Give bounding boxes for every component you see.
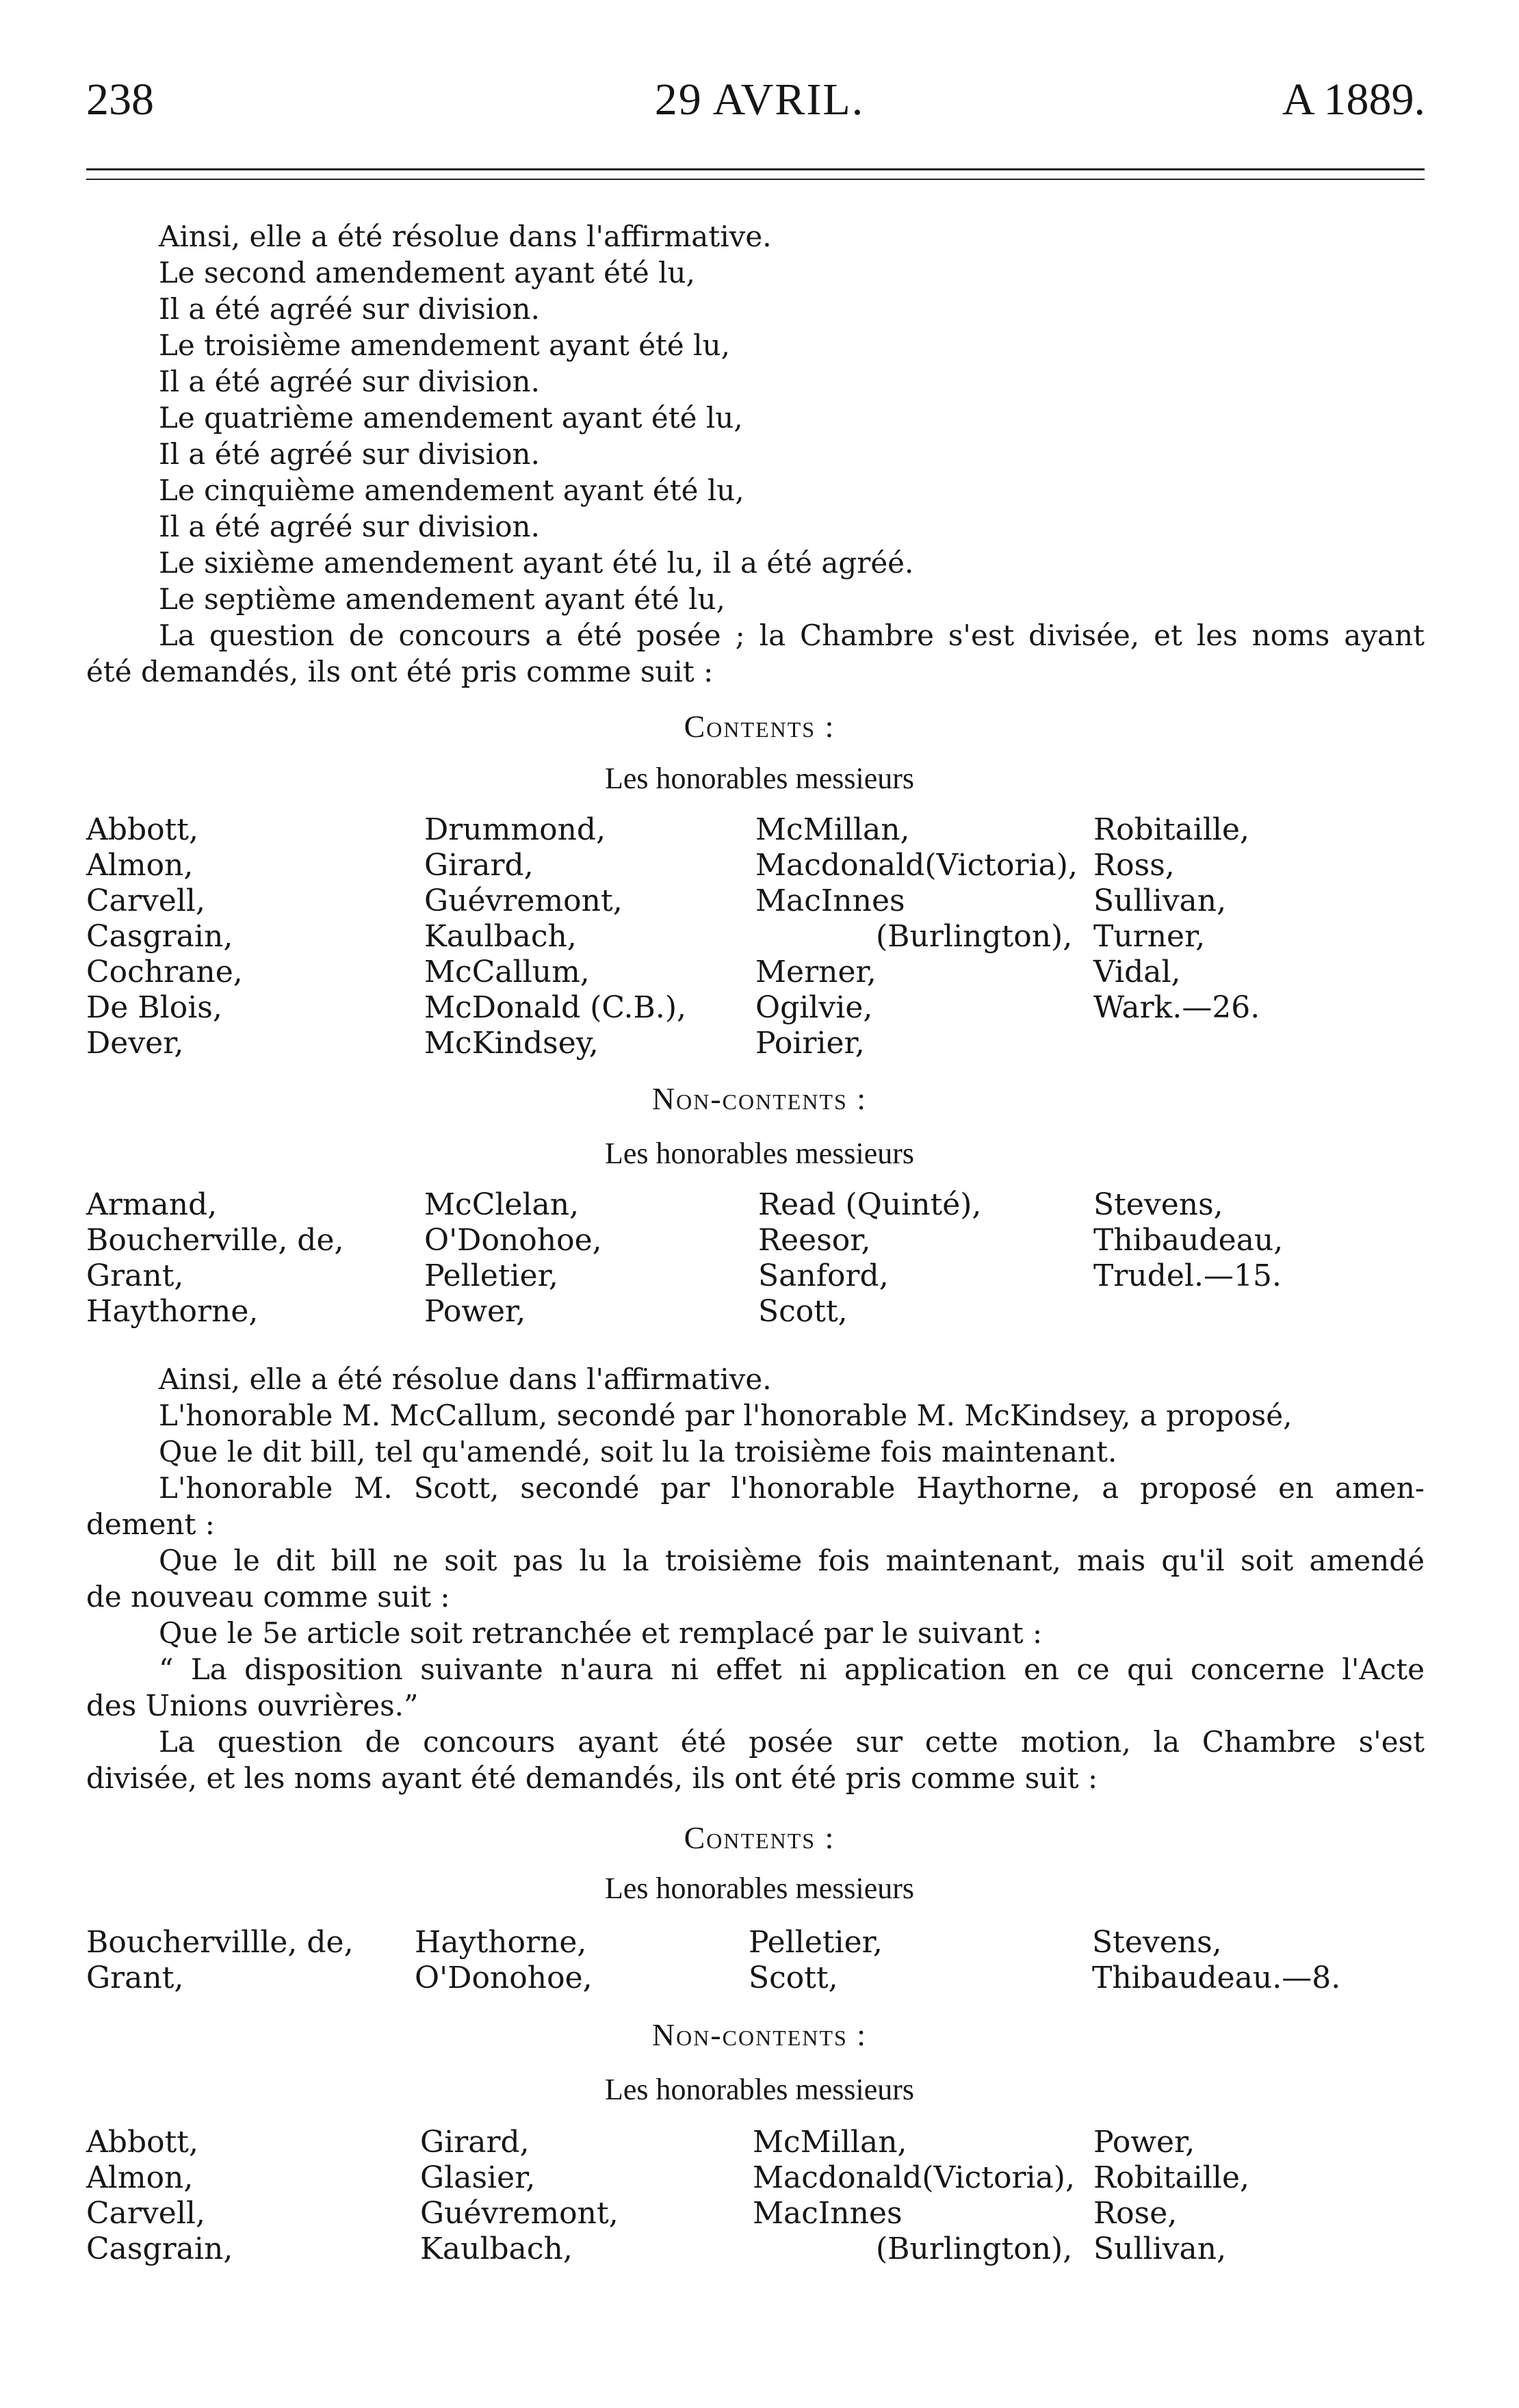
member-name: Robitaille,: [1093, 812, 1250, 847]
member-name: Girard,: [420, 2125, 530, 2160]
text-line: Le cinquième amendement ayant été lu,: [159, 474, 744, 507]
header-date: 29 AVRIL.: [654, 75, 865, 125]
page-number: 238: [86, 75, 154, 125]
running-header: [0, 74, 1519, 142]
member-name: McDonald (C.B.),: [424, 990, 686, 1025]
member-name: MacInnes: [755, 883, 905, 918]
member-name: Girard,: [424, 848, 534, 883]
member-name: Thibaudeau,: [1093, 1223, 1284, 1258]
member-name: Haythorne,: [86, 1294, 259, 1329]
text-line: Que le 5e article soit retranchée et remplacé par le suivant :: [159, 1616, 1043, 1650]
member-name: Dever,: [86, 1026, 184, 1061]
text-line: Le troisième amendement ayant été lu,: [159, 328, 730, 362]
member-name: Carvell,: [86, 2196, 205, 2231]
member-name: Sullivan,: [1093, 2231, 1227, 2266]
header-rule-bottom: [86, 179, 1425, 180]
member-name: Glasier,: [420, 2160, 536, 2195]
member-name: Sanford,: [758, 1258, 889, 1293]
noncontents-heading: Non-contents :: [651, 2017, 868, 2052]
text-line: Le septième amendement ayant été lu,: [159, 582, 725, 616]
member-name: Stevens,: [1093, 1187, 1223, 1222]
member-name: Kaulbach,: [424, 919, 577, 954]
member-name: O'Donohoe,: [415, 1960, 593, 1995]
text-line: de nouveau comme suit :: [86, 1580, 450, 1614]
text-line: Ainsi, elle a été résolue dans l'affirmative.: [159, 220, 772, 253]
member-name: Power,: [1093, 2125, 1195, 2160]
contents-heading: Contents :: [684, 1820, 835, 1855]
member-name: De Blois,: [86, 990, 222, 1025]
member-name: Boucherville, de,: [86, 1223, 344, 1258]
text-line: dement :: [86, 1507, 215, 1541]
member-name: Scott,: [758, 1294, 848, 1329]
member-name: Rose,: [1093, 2196, 1178, 2231]
member-name: Haythorne,: [415, 1925, 587, 1960]
member-name: McCallum,: [424, 955, 590, 989]
member-name: Pelletier,: [749, 1925, 883, 1960]
member-name: Carvell,: [86, 883, 205, 918]
member-name: Vidal,: [1093, 955, 1181, 989]
member-name: Trudel.—15.: [1093, 1258, 1282, 1293]
member-name: Armand,: [86, 1187, 218, 1222]
member-name: Scott,: [749, 1960, 838, 1995]
member-name: Robitaille,: [1093, 2160, 1250, 2195]
text-line: Il a été agréé sur division.: [159, 292, 540, 326]
text-line: Ainsi, elle a été résolue dans l'affirmative.: [159, 1362, 772, 1396]
member-name: Bouchervillle, de,: [86, 1925, 354, 1960]
member-name: McClelan,: [424, 1187, 580, 1222]
member-name: Wark.—26.: [1093, 990, 1260, 1025]
text-line: Le quatrième amendement ayant été lu,: [159, 401, 743, 435]
member-name: Sullivan,: [1093, 883, 1227, 918]
contents-heading: Contents :: [684, 709, 835, 744]
text-line: Le second amendement ayant été lu,: [159, 256, 695, 289]
text-line: La question de concours ayant été posée sur cette motion, la Chambre s'est: [159, 1725, 1425, 1759]
member-name: Thibaudeau.—8.: [1092, 1960, 1341, 1995]
text-line: L'honorable M. McCallum, secondé par l'honorable M. McKindsey, a proposé,: [159, 1399, 1293, 1432]
text-line: Il a été agréé sur division.: [159, 437, 540, 471]
text-line: Il a été agréé sur division.: [159, 510, 540, 543]
member-name: MacInnes: [753, 2196, 903, 2231]
text-line: Que le dit bill, tel qu'amendé, soit lu la troisième fois maintenant.: [159, 1435, 1117, 1468]
member-name: Abbott,: [86, 812, 198, 847]
member-name: Macdonald(Victoria),: [753, 2160, 1075, 2195]
noncontents-subheading: Les honorables messieurs: [604, 2073, 915, 2106]
member-name: (Burlington),: [876, 2231, 1073, 2266]
text-line: divisée, et les noms ayant été demandés, ils ont été pris comme suit :: [86, 1761, 1098, 1795]
member-name: Grant,: [86, 1258, 184, 1293]
member-name: McMillan,: [755, 812, 910, 847]
member-name: Drummond,: [424, 812, 606, 847]
member-name: Poirier,: [755, 1026, 865, 1061]
text-line: Le sixième amendement ayant été lu, il a été agréé.: [159, 546, 914, 580]
member-name: Casgrain,: [86, 919, 233, 954]
text-line: “ La disposition suivante n'aura ni effet ni application en ce qui concerne l'Acte: [159, 1653, 1425, 1686]
member-name: Merner,: [755, 955, 877, 989]
member-name: Ogilvie,: [755, 990, 873, 1025]
contents-subheading: Les honorables messieurs: [604, 1872, 915, 1905]
member-name: Abbott,: [86, 2125, 198, 2160]
member-name: Almon,: [86, 848, 194, 883]
member-name: Guévremont,: [420, 2196, 619, 2231]
member-name: Read (Quinté),: [758, 1187, 982, 1222]
member-name: Kaulbach,: [420, 2231, 573, 2266]
member-name: (Burlington),: [876, 919, 1073, 954]
member-name: McMillan,: [753, 2125, 907, 2160]
member-name: Reesor,: [758, 1223, 871, 1258]
text-line: été demandés, ils ont été pris comme suit :: [86, 655, 714, 688]
member-name: Grant,: [86, 1960, 184, 1995]
text-line: La question de concours a été posée ; la Chambre s'est divisée, et les noms ayant: [159, 619, 1425, 652]
member-name: Turner,: [1093, 919, 1206, 954]
member-name: Casgrain,: [86, 2231, 233, 2266]
member-name: Stevens,: [1092, 1925, 1222, 1960]
member-name: Almon,: [86, 2160, 194, 2195]
noncontents-heading: Non-contents :: [651, 1081, 868, 1116]
noncontents-subheading: Les honorables messieurs: [604, 1137, 915, 1170]
contents-subheading: Les honorables messieurs: [604, 762, 915, 795]
member-name: McKindsey,: [424, 1026, 599, 1061]
member-name: O'Donohoe,: [424, 1223, 602, 1258]
header-rule-top: [86, 168, 1425, 170]
member-name: Pelletier,: [424, 1258, 558, 1293]
member-name: Cochrane,: [86, 955, 243, 989]
member-name: Guévremont,: [424, 883, 623, 918]
text-line: des Unions ouvrières.”: [86, 1689, 419, 1722]
header-year: A 1889.: [1282, 75, 1425, 125]
member-name: Macdonald(Victoria),: [755, 848, 1078, 883]
member-name: Power,: [424, 1294, 526, 1329]
member-name: Ross,: [1093, 848, 1175, 883]
text-line: Il a été agréé sur division.: [159, 365, 540, 398]
text-line: Que le dit bill ne soit pas lu la troisième fois maintenant, mais qu'il soit amendé: [159, 1544, 1425, 1577]
text-line: L'honorable M. Scott, secondé par l'honorable Haythorne, a proposé en amen-: [159, 1471, 1425, 1505]
